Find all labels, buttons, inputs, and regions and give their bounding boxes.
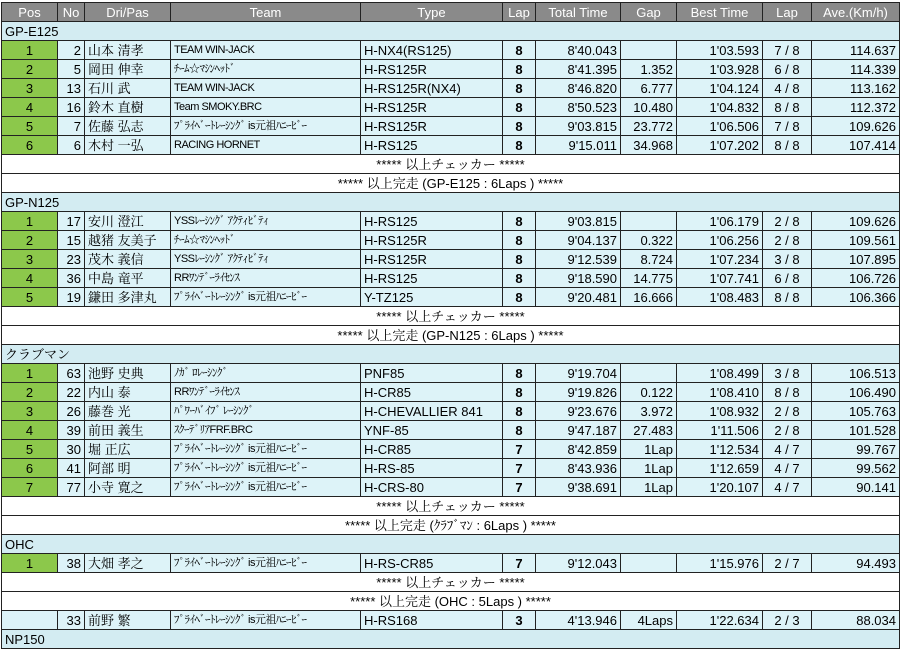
cell-driver: 山本 清孝 <box>85 41 171 60</box>
cell-gap <box>621 364 677 383</box>
cell-best-lap: 2 / 8 <box>763 231 812 250</box>
cell-ave-speed: 109.626 <box>812 212 900 231</box>
cell-ave-speed: 109.626 <box>812 117 900 136</box>
cell-ave-speed: 105.763 <box>812 402 900 421</box>
cell-best-lap: 8 / 8 <box>763 136 812 155</box>
cell-pos: 3 <box>2 250 58 269</box>
cell-gap: 0.322 <box>621 231 677 250</box>
table-row <box>2 611 900 630</box>
cell-best-lap: 7 / 8 <box>763 117 812 136</box>
cell-ave-speed: 106.726 <box>812 269 900 288</box>
cell-pos: 1 <box>2 41 58 60</box>
cell-no: 16 <box>58 98 85 117</box>
cell-best-lap: 4 / 7 <box>763 459 812 478</box>
cell-ave-speed: 107.895 <box>812 250 900 269</box>
cell-driver: 小寺 寛之 <box>85 478 171 497</box>
cell-total-time: 8'42.859 <box>536 440 621 459</box>
cell-ave-speed: 90.141 <box>812 478 900 497</box>
cell-best-time: 1'08.932 <box>677 402 763 421</box>
cell-ave-speed: 114.339 <box>812 60 900 79</box>
cell-no: 41 <box>58 459 85 478</box>
finish-note-row <box>2 516 900 535</box>
cell-lap: 8 <box>503 269 536 288</box>
cell-lap: 8 <box>503 231 536 250</box>
cell-gap: 34.968 <box>621 136 677 155</box>
cell-gap: 1Lap <box>621 459 677 478</box>
cell-gap: 16.666 <box>621 288 677 307</box>
cell-driver: 鎌田 多津丸 <box>85 288 171 307</box>
cell-driver: 木村 一弘 <box>85 136 171 155</box>
finish-note-row <box>2 326 900 345</box>
cell-team: ﾌﾟﾗｲﾍﾞｰﾄﾚｰｼﾝｸﾞ is元祖ﾊﾆｰﾋﾞｰ <box>171 554 361 573</box>
cell-lap: 8 <box>503 41 536 60</box>
results-body <box>2 22 900 649</box>
header-best-time: Best Time <box>677 3 763 22</box>
cell-team: ﾊﾟﾜｰﾊﾞｲﾌﾞ ﾚｰｼﾝｸﾞ <box>171 402 361 421</box>
cell-pos: 5 <box>2 440 58 459</box>
cell-pos: 5 <box>2 288 58 307</box>
cell-ave-speed: 101.528 <box>812 421 900 440</box>
cell-team: ﾁｰﾑ☆ﾏｼﾝﾍｯﾄﾞ <box>171 231 361 250</box>
header-team: Team <box>171 3 361 22</box>
header-best-lap: Lap <box>763 3 812 22</box>
cell-team: RRﾜﾝﾃﾞｰﾗｲｾﾝｽ <box>171 269 361 288</box>
cell-team: ｽｸｰﾃﾞﾘｱFRF.BRC <box>171 421 361 440</box>
cell-no: 26 <box>58 402 85 421</box>
cell-no: 22 <box>58 383 85 402</box>
cell-pos: 3 <box>2 402 58 421</box>
cell-no: 5 <box>58 60 85 79</box>
cell-ave-speed: 113.162 <box>812 79 900 98</box>
cell-driver: 前野 繁 <box>85 611 171 630</box>
table-row <box>2 79 900 98</box>
cell-total-time: 9'19.826 <box>536 383 621 402</box>
cell-best-lap: 2 / 3 <box>763 611 812 630</box>
table-row <box>2 554 900 573</box>
cell-best-time: 1'11.506 <box>677 421 763 440</box>
cell-lap: 8 <box>503 79 536 98</box>
finish-note: ***** 以上完走 (GP-N125 : 6Laps ) ***** <box>2 326 900 345</box>
checker-note-row <box>2 155 900 174</box>
cell-best-time: 1'04.124 <box>677 79 763 98</box>
cell-no: 63 <box>58 364 85 383</box>
class-name: NP150 <box>2 630 900 649</box>
cell-lap: 7 <box>503 554 536 573</box>
cell-best-time: 1'07.741 <box>677 269 763 288</box>
cell-lap: 8 <box>503 212 536 231</box>
cell-lap: 8 <box>503 421 536 440</box>
cell-team: Team SMOKY.BRC <box>171 98 361 117</box>
cell-team: TEAM WIN-JACK <box>171 41 361 60</box>
cell-best-time: 1'03.928 <box>677 60 763 79</box>
table-row <box>2 383 900 402</box>
cell-lap: 8 <box>503 136 536 155</box>
cell-type: H-RS168 <box>361 611 503 630</box>
cell-pos <box>2 611 58 630</box>
cell-driver: 越猪 友美子 <box>85 231 171 250</box>
checker-note-row <box>2 307 900 326</box>
cell-driver: 石川 武 <box>85 79 171 98</box>
cell-best-lap: 4 / 8 <box>763 79 812 98</box>
cell-pos: 3 <box>2 79 58 98</box>
cell-gap: 8.724 <box>621 250 677 269</box>
cell-gap <box>621 554 677 573</box>
cell-no: 15 <box>58 231 85 250</box>
cell-best-time: 1'04.832 <box>677 98 763 117</box>
cell-ave-speed: 94.493 <box>812 554 900 573</box>
cell-total-time: 9'15.011 <box>536 136 621 155</box>
cell-no: 33 <box>58 611 85 630</box>
cell-best-lap: 3 / 8 <box>763 250 812 269</box>
class-name: クラブマン <box>2 345 900 364</box>
table-row <box>2 478 900 497</box>
cell-ave-speed: 106.513 <box>812 364 900 383</box>
cell-driver: 佐藤 弘志 <box>85 117 171 136</box>
table-row <box>2 288 900 307</box>
finish-note-row <box>2 174 900 193</box>
cell-total-time: 9'47.187 <box>536 421 621 440</box>
cell-driver: 岡田 伸幸 <box>85 60 171 79</box>
cell-best-time: 1'08.499 <box>677 364 763 383</box>
cell-team: RRﾜﾝﾃﾞｰﾗｲｾﾝｽ <box>171 383 361 402</box>
table-row <box>2 98 900 117</box>
cell-type: H-RS125R <box>361 60 503 79</box>
cell-best-time: 1'20.107 <box>677 478 763 497</box>
cell-total-time: 9'04.137 <box>536 231 621 250</box>
cell-pos: 6 <box>2 459 58 478</box>
cell-team: ﾌﾟﾗｲﾍﾞｰﾄﾚｰｼﾝｸﾞ is元祖ﾊﾆｰﾋﾞｰ <box>171 440 361 459</box>
cell-best-lap: 4 / 7 <box>763 440 812 459</box>
class-name: GP-N125 <box>2 193 900 212</box>
cell-ave-speed: 88.034 <box>812 611 900 630</box>
cell-type: H-NX4(RS125) <box>361 41 503 60</box>
cell-type: H-RS-85 <box>361 459 503 478</box>
cell-gap: 10.480 <box>621 98 677 117</box>
cell-type: H-RS125R(NX4) <box>361 79 503 98</box>
cell-type: H-RS125 <box>361 212 503 231</box>
cell-best-lap: 8 / 8 <box>763 288 812 307</box>
cell-team: ﾌﾟﾗｲﾍﾞｰﾄﾚｰｼﾝｸﾞ is元祖ﾊﾆｰﾋﾞｰ <box>171 288 361 307</box>
cell-best-lap: 8 / 8 <box>763 383 812 402</box>
cell-best-time: 1'08.410 <box>677 383 763 402</box>
cell-best-time: 1'08.483 <box>677 288 763 307</box>
cell-team: YSSﾚｰｼﾝｸﾞ ｱｸﾃｨﾋﾞﾃｨ <box>171 250 361 269</box>
cell-best-lap: 6 / 8 <box>763 269 812 288</box>
cell-pos: 1 <box>2 212 58 231</box>
table-row <box>2 440 900 459</box>
cell-pos: 6 <box>2 136 58 155</box>
cell-best-time: 1'12.659 <box>677 459 763 478</box>
cell-total-time: 9'03.815 <box>536 117 621 136</box>
cell-gap: 6.777 <box>621 79 677 98</box>
cell-best-time: 1'03.593 <box>677 41 763 60</box>
cell-lap: 7 <box>503 459 536 478</box>
cell-lap: 8 <box>503 60 536 79</box>
cell-driver: 池野 史典 <box>85 364 171 383</box>
table-row <box>2 117 900 136</box>
cell-lap: 8 <box>503 288 536 307</box>
cell-gap: 0.122 <box>621 383 677 402</box>
cell-type: H-RS-CR85 <box>361 554 503 573</box>
cell-best-time: 1'06.179 <box>677 212 763 231</box>
header-row <box>2 3 900 22</box>
cell-type: H-RS125R <box>361 250 503 269</box>
cell-total-time: 4'13.946 <box>536 611 621 630</box>
checker-note-row <box>2 497 900 516</box>
cell-type: H-RS125R <box>361 117 503 136</box>
cell-no: 19 <box>58 288 85 307</box>
cell-driver: 堀 正広 <box>85 440 171 459</box>
cell-team: ﾌﾟﾗｲﾍﾞｰﾄﾚｰｼﾝｸﾞ is元祖ﾊﾆｰﾋﾞｰ <box>171 611 361 630</box>
checker-note: ***** 以上チェッカー ***** <box>2 155 900 174</box>
cell-best-time: 1'06.256 <box>677 231 763 250</box>
cell-total-time: 9'12.539 <box>536 250 621 269</box>
cell-best-lap: 2 / 8 <box>763 212 812 231</box>
cell-gap <box>621 212 677 231</box>
cell-gap: 1Lap <box>621 440 677 459</box>
cell-team: ﾉｶﾞ ﾛﾚｰｼﾝｸﾞ <box>171 364 361 383</box>
cell-gap: 27.483 <box>621 421 677 440</box>
cell-type: H-RS125 <box>361 269 503 288</box>
table-row <box>2 41 900 60</box>
cell-total-time: 8'46.820 <box>536 79 621 98</box>
checker-note: ***** 以上チェッカー ***** <box>2 573 900 592</box>
cell-gap: 4Laps <box>621 611 677 630</box>
cell-ave-speed: 112.372 <box>812 98 900 117</box>
cell-no: 30 <box>58 440 85 459</box>
cell-gap <box>621 41 677 60</box>
class-name: OHC <box>2 535 900 554</box>
header-pos: Pos <box>2 3 58 22</box>
class-header-row <box>2 22 900 41</box>
table-row <box>2 364 900 383</box>
cell-total-time: 9'20.481 <box>536 288 621 307</box>
cell-pos: 4 <box>2 421 58 440</box>
cell-total-time: 8'50.523 <box>536 98 621 117</box>
cell-lap: 7 <box>503 440 536 459</box>
class-header-row <box>2 345 900 364</box>
cell-best-lap: 2 / 7 <box>763 554 812 573</box>
cell-lap: 7 <box>503 478 536 497</box>
cell-driver: 安川 澄江 <box>85 212 171 231</box>
cell-no: 36 <box>58 269 85 288</box>
cell-lap: 8 <box>503 98 536 117</box>
finish-note: ***** 以上完走 (ｸﾗﾌﾞﾏﾝ : 6Laps ) ***** <box>2 516 900 535</box>
cell-best-time: 1'22.634 <box>677 611 763 630</box>
cell-gap: 3.972 <box>621 402 677 421</box>
cell-type: H-RS125 <box>361 136 503 155</box>
cell-driver: 阿部 明 <box>85 459 171 478</box>
finish-note: ***** 以上完走 (GP-E125 : 6Laps ) ***** <box>2 174 900 193</box>
header-ave-speed: Ave.(Km/h) <box>812 3 900 22</box>
cell-best-lap: 7 / 8 <box>763 41 812 60</box>
cell-best-lap: 6 / 8 <box>763 60 812 79</box>
cell-type: H-CRS-80 <box>361 478 503 497</box>
cell-total-time: 9'12.043 <box>536 554 621 573</box>
cell-lap: 8 <box>503 402 536 421</box>
cell-team: YSSﾚｰｼﾝｸﾞ ｱｸﾃｨﾋﾞﾃｨ <box>171 212 361 231</box>
table-row <box>2 269 900 288</box>
cell-no: 23 <box>58 250 85 269</box>
cell-pos: 5 <box>2 117 58 136</box>
header-lap: Lap <box>503 3 536 22</box>
cell-ave-speed: 99.562 <box>812 459 900 478</box>
cell-gap: 23.772 <box>621 117 677 136</box>
cell-team: RACING HORNET <box>171 136 361 155</box>
cell-pos: 4 <box>2 269 58 288</box>
table-row <box>2 250 900 269</box>
cell-pos: 1 <box>2 554 58 573</box>
cell-no: 77 <box>58 478 85 497</box>
cell-total-time: 9'03.815 <box>536 212 621 231</box>
header-type: Type <box>361 3 503 22</box>
finish-note-row <box>2 592 900 611</box>
cell-type: H-RS125R <box>361 98 503 117</box>
cell-pos: 2 <box>2 231 58 250</box>
cell-no: 6 <box>58 136 85 155</box>
header-gap: Gap <box>621 3 677 22</box>
cell-ave-speed: 109.561 <box>812 231 900 250</box>
cell-driver: 鈴木 直樹 <box>85 98 171 117</box>
header-driver: Dri/Pas <box>85 3 171 22</box>
cell-ave-speed: 106.366 <box>812 288 900 307</box>
cell-team: ﾌﾟﾗｲﾍﾞｰﾄﾚｰｼﾝｸﾞ is元祖ﾊﾆｰﾋﾞｰ <box>171 117 361 136</box>
cell-best-time: 1'06.506 <box>677 117 763 136</box>
finish-note: ***** 以上完走 (OHC : 5Laps ) ***** <box>2 592 900 611</box>
table-row <box>2 60 900 79</box>
cell-lap: 3 <box>503 611 536 630</box>
cell-team: ﾌﾟﾗｲﾍﾞｰﾄﾚｰｼﾝｸﾞ is元祖ﾊﾆｰﾋﾞｰ <box>171 478 361 497</box>
cell-type: H-CR85 <box>361 440 503 459</box>
cell-total-time: 8'41.395 <box>536 60 621 79</box>
cell-best-lap: 2 / 8 <box>763 421 812 440</box>
cell-lap: 8 <box>503 383 536 402</box>
cell-ave-speed: 99.767 <box>812 440 900 459</box>
cell-best-lap: 8 / 8 <box>763 98 812 117</box>
checker-note-row <box>2 573 900 592</box>
cell-driver: 中島 竜平 <box>85 269 171 288</box>
cell-best-time: 1'15.976 <box>677 554 763 573</box>
cell-best-time: 1'12.534 <box>677 440 763 459</box>
cell-lap: 8 <box>503 117 536 136</box>
cell-ave-speed: 114.637 <box>812 41 900 60</box>
class-name: GP-E125 <box>2 22 900 41</box>
cell-best-time: 1'07.202 <box>677 136 763 155</box>
table-row <box>2 421 900 440</box>
cell-best-time: 1'07.234 <box>677 250 763 269</box>
cell-best-lap: 3 / 8 <box>763 364 812 383</box>
cell-driver: 藤巻 光 <box>85 402 171 421</box>
cell-type: H-RS125R <box>361 231 503 250</box>
table-row <box>2 231 900 250</box>
cell-gap: 1Lap <box>621 478 677 497</box>
cell-gap: 1.352 <box>621 60 677 79</box>
header-no: No <box>58 3 85 22</box>
cell-no: 17 <box>58 212 85 231</box>
class-header-row <box>2 535 900 554</box>
cell-gap: 14.775 <box>621 269 677 288</box>
cell-pos: 2 <box>2 60 58 79</box>
cell-total-time: 9'23.676 <box>536 402 621 421</box>
cell-ave-speed: 107.414 <box>812 136 900 155</box>
cell-total-time: 9'38.691 <box>536 478 621 497</box>
cell-best-lap: 2 / 8 <box>763 402 812 421</box>
cell-pos: 7 <box>2 478 58 497</box>
cell-type: Y-TZ125 <box>361 288 503 307</box>
cell-driver: 内山 泰 <box>85 383 171 402</box>
table-row <box>2 402 900 421</box>
table-row <box>2 459 900 478</box>
cell-driver: 大畑 孝之 <box>85 554 171 573</box>
cell-lap: 8 <box>503 364 536 383</box>
cell-best-lap: 4 / 7 <box>763 478 812 497</box>
cell-ave-speed: 106.490 <box>812 383 900 402</box>
cell-total-time: 9'18.590 <box>536 269 621 288</box>
cell-total-time: 8'43.936 <box>536 459 621 478</box>
cell-type: H-CR85 <box>361 383 503 402</box>
header-total-time: Total Time <box>536 3 621 22</box>
cell-total-time: 9'19.704 <box>536 364 621 383</box>
cell-no: 38 <box>58 554 85 573</box>
cell-pos: 2 <box>2 383 58 402</box>
checker-note: ***** 以上チェッカー ***** <box>2 307 900 326</box>
cell-team: TEAM WIN-JACK <box>171 79 361 98</box>
cell-pos: 1 <box>2 364 58 383</box>
checker-note: ***** 以上チェッカー ***** <box>2 497 900 516</box>
cell-total-time: 8'40.043 <box>536 41 621 60</box>
race-results-table <box>1 2 900 649</box>
cell-driver: 前田 義生 <box>85 421 171 440</box>
cell-team: ﾌﾟﾗｲﾍﾞｰﾄﾚｰｼﾝｸﾞ is元祖ﾊﾆｰﾋﾞｰ <box>171 459 361 478</box>
cell-driver: 茂木 義信 <box>85 250 171 269</box>
class-header-row <box>2 630 900 649</box>
cell-type: PNF85 <box>361 364 503 383</box>
cell-no: 2 <box>58 41 85 60</box>
cell-pos: 4 <box>2 98 58 117</box>
table-row <box>2 212 900 231</box>
cell-team: ﾁｰﾑ☆ﾏｼﾝﾍｯﾄﾞ <box>171 60 361 79</box>
cell-type: H-CHEVALLIER 841 <box>361 402 503 421</box>
cell-no: 13 <box>58 79 85 98</box>
table-row <box>2 136 900 155</box>
class-header-row <box>2 193 900 212</box>
cell-no: 7 <box>58 117 85 136</box>
cell-lap: 8 <box>503 250 536 269</box>
cell-type: YNF-85 <box>361 421 503 440</box>
cell-no: 39 <box>58 421 85 440</box>
